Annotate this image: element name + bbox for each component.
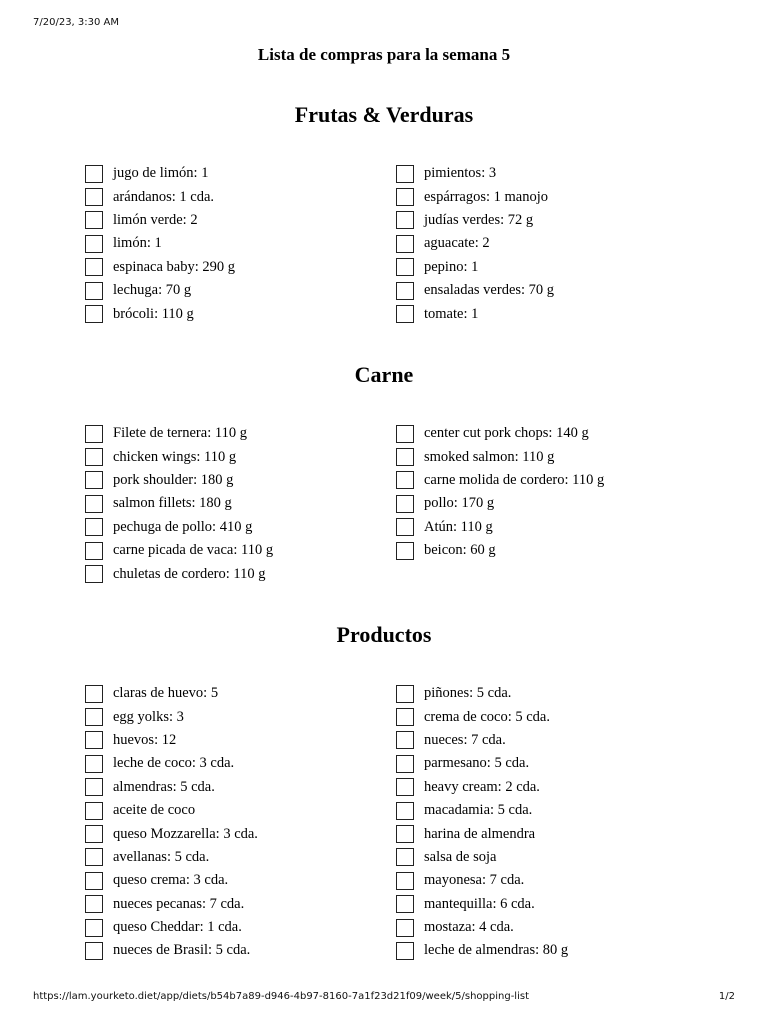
item-checkbox[interactable] — [85, 685, 103, 703]
item-checkbox[interactable] — [85, 471, 103, 489]
item-label: lechuga: 70 g — [113, 282, 192, 299]
list-item — [85, 822, 385, 845]
list-item — [85, 729, 385, 752]
list-item — [85, 492, 385, 515]
list-item — [396, 492, 696, 515]
item-checkbox[interactable] — [396, 235, 414, 253]
item-checkbox[interactable] — [85, 565, 103, 583]
item-checkbox[interactable] — [396, 825, 414, 843]
item-checkbox[interactable] — [85, 802, 103, 820]
item-label: limón: 1 — [113, 235, 162, 252]
item-checkbox[interactable] — [85, 518, 103, 536]
page-number: 1/2 — [718, 991, 735, 1002]
section-list-left — [85, 422, 385, 586]
item-label: pork shoulder: 180 g — [113, 471, 234, 488]
item-label: queso crema: 3 cda. — [113, 872, 229, 889]
page-url: https://lam.yourketo.diet/app/diets/b54b7a89-d946-4b97-8160-7a1f23d21f09/week/5/shopping-list — [33, 991, 529, 1002]
item-label: arándanos: 1 cda. — [113, 188, 215, 205]
item-label: mayonesa: 7 cda. — [424, 872, 525, 889]
list-item — [85, 445, 385, 468]
list-item — [396, 162, 696, 185]
item-label: queso Cheddar: 1 cda. — [113, 919, 242, 936]
item-label: espinaca baby: 290 g — [113, 258, 236, 275]
section-list-right — [396, 682, 696, 963]
item-checkbox[interactable] — [396, 471, 414, 489]
item-label: nueces de Brasil: 5 cda. — [113, 942, 251, 959]
item-checkbox[interactable] — [85, 825, 103, 843]
item-label: espárragos: 1 manojo — [424, 188, 549, 205]
item-label: chicken wings: 110 g — [113, 448, 237, 465]
item-label: Atún: 110 g — [424, 518, 493, 535]
item-checkbox[interactable] — [396, 848, 414, 866]
item-checkbox[interactable] — [85, 731, 103, 749]
item-label: jugo de limón: 1 — [113, 165, 209, 182]
item-label: macadamia: 5 cda. — [424, 802, 533, 819]
item-checkbox[interactable] — [396, 518, 414, 536]
list-item — [396, 705, 696, 728]
item-checkbox[interactable] — [396, 542, 414, 560]
list-item — [396, 729, 696, 752]
list-item — [396, 232, 696, 255]
item-checkbox[interactable] — [85, 448, 103, 466]
item-checkbox[interactable] — [85, 165, 103, 183]
item-label: pechuga de pollo: 410 g — [113, 518, 253, 535]
list-item — [396, 422, 696, 445]
list-item — [85, 705, 385, 728]
section-title-frutas-verduras: Frutas & Verduras — [294, 102, 474, 127]
item-label: aguacate: 2 — [424, 235, 490, 252]
list-item — [85, 232, 385, 255]
item-label: carne picada de vaca: 110 g — [113, 542, 274, 559]
list-item — [85, 682, 385, 705]
item-checkbox[interactable] — [85, 708, 103, 726]
item-label: harina de almendra — [424, 825, 536, 842]
item-checkbox[interactable] — [396, 685, 414, 703]
item-checkbox[interactable] — [85, 895, 103, 913]
item-checkbox[interactable] — [85, 305, 103, 323]
list-item — [396, 279, 696, 302]
item-checkbox[interactable] — [396, 755, 414, 773]
list-item — [396, 185, 696, 208]
list-item — [85, 562, 385, 585]
item-label: mantequilla: 6 cda. — [424, 895, 535, 912]
list-item — [396, 682, 696, 705]
item-checkbox[interactable] — [85, 542, 103, 560]
item-checkbox[interactable] — [396, 872, 414, 890]
item-checkbox[interactable] — [396, 282, 414, 300]
list-item — [85, 539, 385, 562]
list-item — [85, 279, 385, 302]
list-item — [396, 256, 696, 279]
item-label: pimientos: 3 — [424, 165, 497, 182]
list-item — [85, 752, 385, 775]
section-list-left — [85, 162, 385, 326]
list-item — [85, 846, 385, 869]
item-checkbox[interactable] — [85, 755, 103, 773]
item-checkbox[interactable] — [85, 495, 103, 513]
item-checkbox[interactable] — [85, 425, 103, 443]
item-checkbox[interactable] — [396, 188, 414, 206]
item-label: salmon fillets: 180 g — [113, 495, 232, 512]
item-label: salsa de soja — [424, 848, 497, 865]
item-label: avellanas: 5 cda. — [113, 848, 210, 865]
item-label: tomate: 1 — [424, 305, 479, 322]
item-label: queso Mozzarella: 3 cda. — [113, 825, 258, 842]
item-checkbox[interactable] — [396, 919, 414, 937]
item-label: almendras: 5 cda. — [113, 778, 215, 795]
list-item — [396, 893, 696, 916]
page-title: Lista de compras para la semana 5 — [257, 45, 511, 64]
item-label: egg yolks: 3 — [113, 708, 184, 725]
item-label: aceite de coco — [113, 802, 196, 819]
item-label: nueces: 7 cda. — [424, 731, 506, 748]
list-item — [85, 422, 385, 445]
item-label: Filete de ternera: 110 g — [113, 425, 247, 442]
item-label: ensaladas verdes: 70 g — [424, 282, 555, 299]
section-list-left — [85, 682, 385, 963]
list-item — [85, 256, 385, 279]
item-label: smoked salmon: 110 g — [424, 448, 555, 465]
section-title-carne: Carne — [354, 362, 414, 387]
item-checkbox[interactable] — [396, 448, 414, 466]
item-label: brócoli: 110 g — [113, 305, 194, 322]
list-item — [396, 799, 696, 822]
list-item — [396, 302, 696, 325]
list-item — [85, 209, 385, 232]
item-checkbox[interactable] — [85, 919, 103, 937]
list-item — [85, 185, 385, 208]
list-item — [396, 939, 696, 962]
item-checkbox[interactable] — [85, 942, 103, 960]
list-item — [85, 939, 385, 962]
item-checkbox[interactable] — [396, 942, 414, 960]
item-label: nueces pecanas: 7 cda. — [113, 895, 245, 912]
list-item — [396, 776, 696, 799]
list-item — [85, 799, 385, 822]
item-label: mostaza: 4 cda. — [424, 919, 514, 936]
list-item — [396, 539, 696, 562]
list-item — [396, 445, 696, 468]
list-item — [85, 916, 385, 939]
section-title-productos: Productos — [336, 622, 432, 647]
list-item — [396, 516, 696, 539]
list-item — [396, 916, 696, 939]
item-checkbox[interactable] — [396, 165, 414, 183]
item-label: limón verde: 2 — [113, 211, 198, 228]
item-label: center cut pork chops: 140 g — [424, 425, 589, 442]
list-item — [396, 822, 696, 845]
item-checkbox[interactable] — [85, 235, 103, 253]
print-date: 7/20/23, 3:30 AM — [33, 17, 120, 28]
item-checkbox[interactable] — [85, 848, 103, 866]
item-label: huevos: 12 — [113, 731, 177, 748]
item-checkbox[interactable] — [396, 425, 414, 443]
list-item — [396, 752, 696, 775]
item-label: heavy cream: 2 cda. — [424, 778, 540, 795]
item-checkbox[interactable] — [396, 802, 414, 820]
item-label: leche de coco: 3 cda. — [113, 755, 235, 772]
section-list-right — [396, 422, 696, 562]
list-item — [396, 846, 696, 869]
list-item — [85, 516, 385, 539]
item-label: crema de coco: 5 cda. — [424, 708, 550, 725]
item-checkbox[interactable] — [85, 188, 103, 206]
list-item — [85, 776, 385, 799]
item-label: leche de almendras: 80 g — [424, 942, 569, 959]
item-checkbox[interactable] — [396, 778, 414, 796]
list-item — [85, 162, 385, 185]
item-label: judías verdes: 72 g — [424, 211, 534, 228]
list-item — [85, 302, 385, 325]
item-checkbox[interactable] — [85, 211, 103, 229]
item-checkbox[interactable] — [85, 778, 103, 796]
list-item — [396, 209, 696, 232]
item-label: carne molida de cordero: 110 g — [424, 471, 605, 488]
list-item — [396, 469, 696, 492]
list-item — [85, 469, 385, 492]
list-item — [85, 869, 385, 892]
item-checkbox[interactable] — [396, 258, 414, 276]
item-checkbox[interactable] — [396, 708, 414, 726]
list-item — [396, 869, 696, 892]
item-label: parmesano: 5 cda. — [424, 755, 530, 772]
item-checkbox[interactable] — [85, 282, 103, 300]
list-item — [85, 893, 385, 916]
item-label: pepino: 1 — [424, 258, 479, 275]
item-label: pollo: 170 g — [424, 495, 495, 512]
item-checkbox[interactable] — [396, 495, 414, 513]
item-checkbox[interactable] — [396, 305, 414, 323]
item-checkbox[interactable] — [396, 211, 414, 229]
item-checkbox[interactable] — [396, 731, 414, 749]
item-checkbox[interactable] — [85, 258, 103, 276]
item-checkbox[interactable] — [396, 895, 414, 913]
item-checkbox[interactable] — [85, 872, 103, 890]
item-label: piñones: 5 cda. — [424, 685, 512, 702]
item-label: claras de huevo: 5 — [113, 685, 219, 702]
item-label: beicon: 60 g — [424, 542, 496, 559]
item-label: chuletas de cordero: 110 g — [113, 565, 266, 582]
section-list-right — [396, 162, 696, 326]
